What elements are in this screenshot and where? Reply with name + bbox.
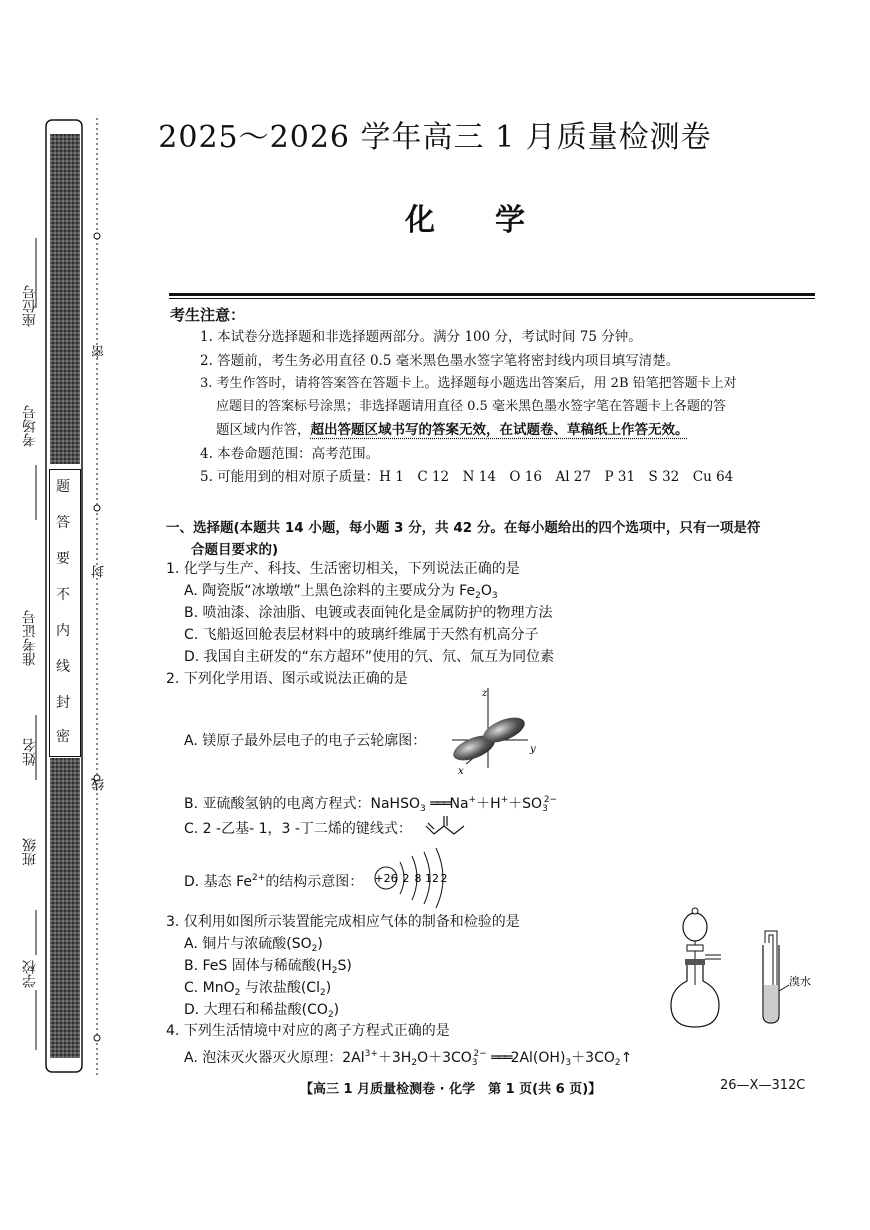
notice-item: 5. 可能用到的相对原子质量：H 1 C 12 N 14 O 16 Al 27 P 31 S 32 Cu 64 — [200, 469, 734, 485]
option-text: A. 铜片与浓硫酸(SO — [184, 936, 312, 952]
notice-item: 2. 答题前，考生务必用直径 0.5 毫米黑色墨水签字笔将密封线内项目填写清楚。 — [200, 353, 680, 369]
nucleus-charge: +26 — [374, 872, 398, 885]
seal-char: 封 — [56, 695, 70, 711]
option: A. 铜片与浓硫酸$(SO_2)$ — [184, 936, 323, 954]
field-exam-room: 考场号 — [22, 405, 38, 447]
shell-electrons: 8 — [414, 872, 422, 885]
margin-mark-xian: 线 — [92, 778, 107, 791]
question-stem: 4. 下列生活情境中对应的离子方程式正确的是 — [166, 1023, 450, 1039]
notice-item-text: 题区域内作答， — [216, 422, 311, 438]
margin-mark-mi: 密 — [92, 345, 107, 358]
option: A. 镁原子最外层电子的电子云轮廓图： — [184, 733, 427, 749]
axis-y: y — [530, 744, 536, 755]
footer-page-info: 【高三 1 月质量检测卷 · 化学 第 1 页(共 6 页)】 — [300, 1082, 602, 1097]
margin-mark-feng: 封 — [92, 565, 107, 578]
notice-item — [216, 421, 689, 439]
option: C. MnO$_2$ 与浓盐酸$(Cl_2)$ — [184, 980, 332, 998]
question-stem: 2. 下列化学用语、图示或说法正确的是 — [166, 671, 408, 687]
option-text: D. 基态 Fe — [184, 874, 253, 890]
option: B. 亚硫酸氢钠的电离方程式：NaHSO$_3$ $═══Na^++H^++SO_3^{2-}$ — [184, 795, 558, 814]
shell-electrons: 2 — [440, 872, 448, 885]
seal-char: 答 — [56, 515, 70, 531]
electron-cloud-diagram — [444, 686, 544, 778]
field-blanks — [18, 120, 38, 1080]
exam-title: 2025～2026 学年高三 1 月质量检测卷 — [158, 120, 712, 155]
footer-code: 26—X—312C — [720, 1078, 806, 1093]
option: C. 飞船返回舱表层材料中的玻璃纤维属于天然有机高分子 — [184, 627, 539, 643]
axis-x: x — [458, 766, 464, 777]
option: B. FeS 固体与稀硫酸$(H_2S)$ — [184, 958, 352, 976]
seal-char: 线 — [56, 659, 70, 675]
field-seat-number: 座位号 — [22, 285, 38, 327]
option-text: A. 陶瓷版“冰墩墩”上黑色涂料的主要成分为 Fe — [184, 583, 476, 599]
section-title-cont: 合题目要求的) — [191, 542, 279, 558]
option: C. 2 -乙基- 1，3 -丁二烯的键线式： — [184, 821, 412, 837]
field-class: 班级 — [22, 838, 38, 866]
seal-char: 要 — [56, 551, 70, 567]
option: A. 泡沫灭火器灭火原理：$2Al^{3+}+3H_2O+3CO_3^{2-}$ $═══2Al(OH)_3+3CO_2↑$ — [184, 1049, 633, 1068]
question-stem: 1. 化学与生产、科技、生活密切相关，下列说法正确的是 — [166, 561, 520, 577]
notice-item: 1. 本试卷分选择题和非选择题两部分。满分 100 分，考试时间 75 分钟。 — [200, 329, 642, 345]
notice-title: 考生注意： — [170, 306, 246, 324]
section-title: 一、选择题(本题共 14 小题，每小题 3 分，共 42 分。在每小题给出的四个选项中，只有一项是符 — [166, 520, 761, 536]
seal-char: 内 — [56, 623, 70, 639]
field-school: 学校 — [22, 960, 38, 988]
shell-electrons: 2 — [402, 872, 410, 885]
notice-emphasis: 超出答题区域书写的答案无效，在试题卷、草稿纸上作答无效。 — [310, 422, 689, 438]
seal-char: 密 — [56, 729, 70, 745]
subject-title: 化学 — [405, 203, 585, 238]
seal-char: 题 — [56, 479, 70, 495]
notice-item: 应题目的答案标号涂黑；非选择题请用直径 0.5 毫米黑色墨水签字笔在答题卡上各题的答 — [216, 399, 726, 414]
field-name: 姓名 — [22, 738, 38, 766]
option-text: B. 亚硫酸氢钠的电离方程式：NaHSO — [184, 796, 420, 812]
shell-electrons: 12 — [425, 872, 439, 885]
header-rule-thin — [169, 298, 815, 299]
option: D. 我国自主研发的“东方超环”使用的氕、氘、氚互为同位素 — [184, 649, 555, 665]
option-text: C. MnO — [184, 980, 235, 996]
field-admission-number: 准考证号 — [22, 610, 38, 666]
notice-item: 4. 本卷命题范围：高考范围。 — [200, 446, 380, 462]
option: D. 基态 $Fe^{2+}$的结构示意图： — [184, 873, 364, 890]
option: B. 喷油漆、涂油脂、电镀或表面钝化是金属防护的物理方法 — [184, 605, 553, 621]
notice-item: 3. 考生作答时，请将答案答在答题卡上。选择题每小题选出答案后，用 2B 铅笔把答题卡上对 — [200, 376, 737, 391]
option-text: B. FeS 固体与稀硫酸(H — [184, 958, 332, 974]
header-rule — [169, 293, 815, 296]
skeletal-formula — [424, 816, 474, 840]
axis-z: z — [482, 688, 488, 699]
option-text: A. 泡沫灭火器灭火原理：2Al — [184, 1050, 365, 1066]
option: D. 大理石和稀盐酸$(CO_2)$ — [184, 1002, 340, 1020]
seal-char: 不 — [56, 587, 70, 603]
question-stem: 3. 仅利用如图所示装置能完成相应气体的制备和检验的是 — [166, 914, 520, 930]
bromine-water-label: 溴水 — [789, 975, 811, 988]
option: A. 陶瓷版“冰墩墩”上黑色涂料的主要成分为 $Fe_2O_3$ — [184, 583, 498, 601]
fe-ion-structure-diagram — [370, 848, 460, 908]
option-text-tail: 的结构示意图： — [265, 874, 364, 890]
apparatus-diagram — [665, 905, 825, 1035]
option-text: D. 大理石和稀盐酸(CO — [184, 1002, 328, 1018]
